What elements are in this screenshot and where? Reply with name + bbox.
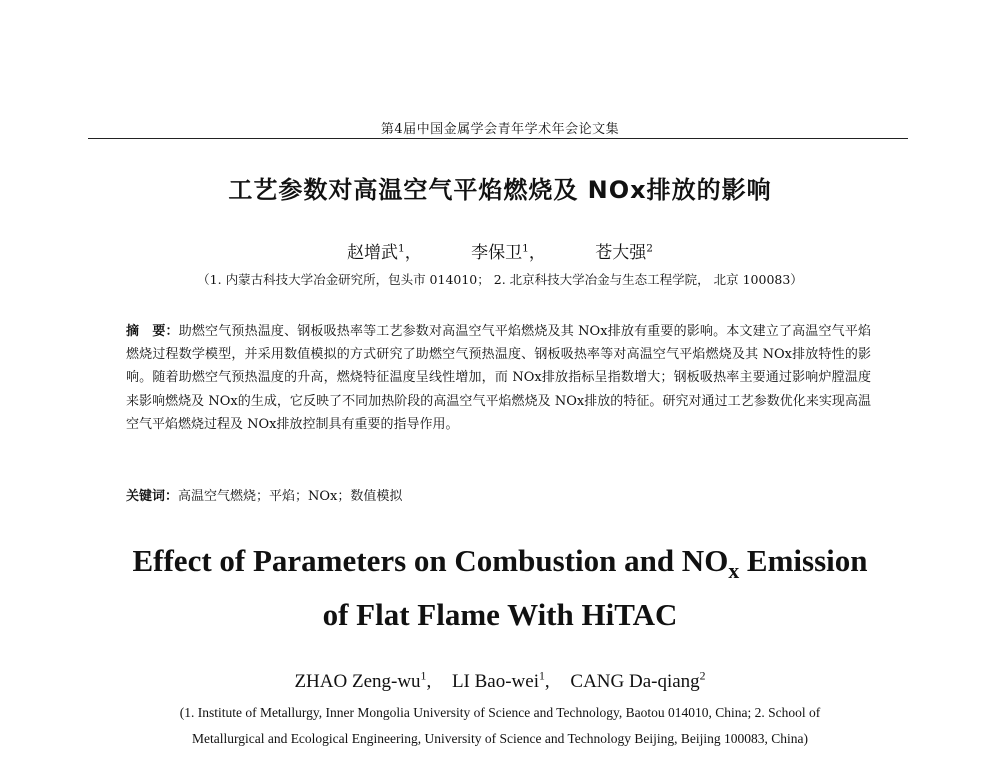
chinese-keywords (126, 485, 871, 504)
author-name: CANG Da-qiang (570, 671, 700, 693)
keywords-text: 高温空气燃烧；平焰；NOx；数值模拟 (178, 489, 403, 504)
chinese-author (471, 243, 546, 263)
chinese-affiliation: （1. 内蒙古科技大学冶金研究所，包头市 014010； 2. 北京科技大学冶金与生态工程学院， 北京 100083） (197, 272, 803, 287)
author-affil-mark: 1 (539, 670, 545, 683)
english-title-line-1 (0, 543, 1000, 584)
author-separator: , (426, 671, 432, 693)
author-affil-mark: 2 (646, 242, 653, 255)
english-title-line-2: of Flat Flame With HiTAC (322, 597, 678, 632)
abstract-text: 助燃空气预热温度、钢板吸热率等工艺参数对高温空气平焰燃烧及其 NOx排放有重要的影响。本文建立了高温空气平焰燃烧过程数学模型，并采用数值模拟的方式研究了助燃空气预热温度、钢板吸热率等对高温空气平焰燃烧及其 NOx排放特性的影响。随着助燃空气预热温度的升高，燃烧特征温度呈线性增加，而 NOx排放指标呈指数增大；钢板吸热率主要通过影响炉膛温度来影响燃烧及 NOx的生成，它反映了不同加热阶段的高温空气平焰燃烧及 NOx排放的特征。研究对通过工艺参数优化来实现高温空气平焰燃烧过程及 NOx排放控制具有重要的指导作用。 (126, 324, 871, 432)
author-name: 李保卫 (471, 243, 523, 263)
header-rule (88, 138, 908, 139)
author-affil-mark: 1 (420, 670, 427, 683)
chinese-author (595, 243, 653, 263)
english-affiliation-line-1: (1. Institute of Metallurgy, Inner Mongolia University of Science and Technology, Baotou 014010, China; 2. School of (179, 705, 821, 720)
title-subscript: x (728, 559, 740, 584)
running-header: 第4届中国金属学会青年学术年会论文集 (380, 122, 620, 137)
english-author (570, 671, 705, 692)
english-author (452, 671, 550, 692)
author-affil-mark: 2 (699, 670, 706, 683)
author-name: 赵增武 (347, 243, 399, 263)
author-affil-mark: 1 (398, 242, 405, 255)
title-part: Effect of Parameters on Combustion and NO (132, 543, 729, 578)
author-separator: , (544, 671, 550, 693)
chinese-author (347, 243, 422, 263)
title-part: Emission (739, 543, 868, 578)
english-authors (0, 670, 1000, 693)
chinese-abstract (126, 320, 871, 436)
english-affiliation-line-2: Metallurgical and Ecological Engineering, University of Science and Technology Beijing, Beijing 100083, China) (191, 731, 809, 746)
author-name: LI Bao-wei (451, 671, 539, 693)
author-separator: ， (404, 243, 422, 263)
chinese-authors (0, 238, 1000, 263)
english-author (294, 671, 431, 692)
author-affil-mark: 1 (522, 242, 529, 255)
author-name: 苍大强 (595, 243, 647, 263)
abstract-label: 摘 要： (126, 324, 179, 339)
author-separator: ， (528, 243, 546, 263)
keywords-label: 关键词： (126, 489, 179, 504)
chinese-title: 工艺参数对高温空气平焰燃烧及 NOx排放的影响 (228, 176, 772, 204)
author-name: ZHAO Zeng-wu (294, 671, 421, 693)
